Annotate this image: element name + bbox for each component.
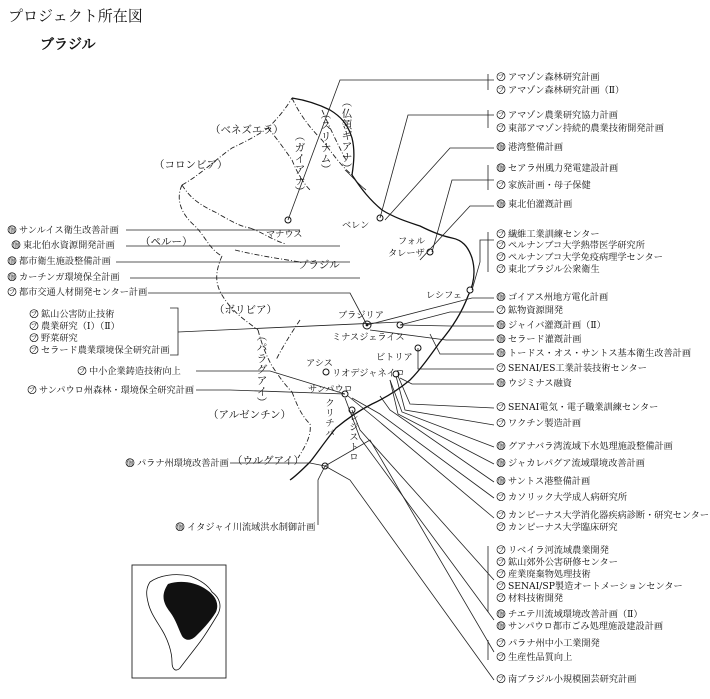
project-type-mark: プ <box>497 73 505 81</box>
left-project-item <box>176 521 315 533</box>
label-guyana <box>293 131 306 197</box>
right-project-item <box>497 521 618 533</box>
right-project-item <box>497 556 618 568</box>
svg-text:ロ: ロ <box>349 452 359 463</box>
right-project-item <box>497 109 618 121</box>
project-name: 生産性品質向上 <box>508 652 573 663</box>
svg-text:ガ: ガ <box>294 142 306 154</box>
label-fortaleza-2: タレーザ <box>388 248 425 259</box>
project-type-mark: 個 <box>497 164 505 172</box>
page-title: プロジェクト所在図 <box>8 7 143 25</box>
city-dot-assis <box>323 369 329 375</box>
right-project-item <box>497 401 658 413</box>
project-type-mark: プ <box>497 582 505 590</box>
svg-text:グ: グ <box>256 364 268 376</box>
project-type-mark: 個 <box>497 321 505 329</box>
project-name: アマゾン森林研究計画（Ⅱ） <box>508 85 625 96</box>
label-rio: リオデジャネイロ <box>332 368 405 379</box>
right-project-item <box>497 509 709 521</box>
project-type-mark: 個 <box>497 200 505 208</box>
left-project-item <box>8 255 111 267</box>
project-type-mark: プ <box>497 639 505 647</box>
project-type-mark: プ <box>497 546 505 554</box>
project-name: 東部アマゾン持続的農業技術開発計画 <box>508 123 664 134</box>
right-project-item <box>497 291 608 303</box>
project-name: イタジャイ川流域洪水制御計画 <box>187 522 316 533</box>
project-name: セラード農業環境保全研究計画 <box>41 345 170 356</box>
left-project-item <box>78 365 181 377</box>
label-belem: ベレン <box>342 220 370 231</box>
project-name: ペルナンブコ大学免疫病理学センター <box>508 252 663 263</box>
svg-text:ト: ト <box>349 442 359 453</box>
label-suriname <box>319 109 331 175</box>
right-project-item <box>497 673 636 685</box>
project-name: 港湾整備計画 <box>508 142 564 153</box>
project-type-mark: 個 <box>12 241 20 249</box>
project-name: アマゾン森林研究計画 <box>508 72 600 83</box>
right-project-list <box>497 71 709 685</box>
project-name: 南ブラジル小規模園芸研究計画 <box>508 674 637 685</box>
right-project-item <box>497 377 573 389</box>
svg-text:ジ: ジ <box>349 422 359 433</box>
left-group-project-item <box>30 320 120 332</box>
project-type-mark: プ <box>497 419 505 427</box>
project-type-mark: プ <box>497 511 505 519</box>
svg-text:イ: イ <box>294 153 306 165</box>
project-type-mark: プ <box>497 86 505 94</box>
right-project-item <box>497 544 609 556</box>
project-name: 鉱山公害防止技術 <box>41 309 115 320</box>
project-name: カンピーナス大学消化器疾病診断・研究センター <box>508 510 710 521</box>
right-project-item <box>497 304 563 316</box>
project-type-mark: プ <box>497 111 505 119</box>
label-fortaleza-1: フォル <box>398 236 426 247</box>
project-name: ペルナンブコ大学熱帯医学研究所 <box>508 240 645 251</box>
project-type-mark: 個 <box>497 459 505 467</box>
project-name: サントス港整備計画 <box>508 476 591 487</box>
project-name: 都市交通人材開発センター計画 <box>19 287 148 298</box>
right-project-item <box>497 475 590 487</box>
project-type-mark: プ <box>497 306 505 314</box>
project-type-mark: 個 <box>497 293 505 301</box>
label-minas: ミナスジェライス <box>332 332 405 343</box>
project-type-mark: プ <box>497 403 505 411</box>
label-vitoria: ビトリア <box>376 352 413 363</box>
label-uruguay: （ウルグアイ） <box>232 455 305 467</box>
project-type-mark: プ <box>497 653 505 661</box>
right-project-item <box>497 319 606 331</box>
svg-text:リ: リ <box>320 131 332 143</box>
right-project-item <box>497 592 563 604</box>
right-project-item <box>497 440 673 452</box>
project-name: リベイラ河流域農業開発 <box>508 545 609 556</box>
svg-text:（: （ <box>340 96 352 108</box>
svg-text:パ: パ <box>256 342 268 354</box>
right-project-item <box>497 228 600 240</box>
right-project-item <box>497 491 627 503</box>
svg-text:イ: イ <box>256 386 268 398</box>
project-name: 鉱山郊外公害研修センター <box>508 557 618 568</box>
right-project-item <box>497 251 663 263</box>
left-project-list <box>8 224 315 533</box>
project-type-mark: プ <box>30 310 38 318</box>
project-name: 東北ブラジル公衆衛生 <box>508 264 600 275</box>
project-type-mark: 個 <box>126 459 134 467</box>
project-type-mark: 個 <box>8 226 16 234</box>
project-type-mark: 個 <box>497 379 505 387</box>
right-project-item <box>497 637 600 649</box>
project-name: ワクチン製造計画 <box>508 418 582 429</box>
svg-text:ナ: ナ <box>341 152 353 164</box>
right-project-item <box>497 457 645 469</box>
project-name: 中小企業鋳造技術向上 <box>89 366 181 377</box>
project-name: 都市衛生施設整備計画 <box>19 256 111 267</box>
left-project-item <box>8 286 147 298</box>
svg-text:ム: ム <box>320 153 332 165</box>
project-type-mark: プ <box>497 241 505 249</box>
svg-text:ア: ア <box>341 141 353 153</box>
project-type-mark: プ <box>497 364 505 372</box>
label-argentina: （アルゼンチン） <box>208 409 292 421</box>
left-project-item <box>8 271 120 283</box>
label-registro <box>349 412 358 463</box>
svg-text:ア: ア <box>256 375 268 387</box>
label-peru: （ペルー） <box>140 236 193 248</box>
left-group-project-item <box>30 332 78 344</box>
label-french-guiana <box>340 97 353 174</box>
svg-text:バ: バ <box>325 428 335 439</box>
svg-text:）: ） <box>293 185 305 197</box>
project-type-mark: プ <box>497 594 505 602</box>
inset-map <box>132 565 226 678</box>
svg-text:）: ） <box>255 396 267 408</box>
project-name: 東北伯灌漑計画 <box>508 199 573 210</box>
project-name: ジャイバ灌漑計画（Ⅱ） <box>508 320 606 331</box>
right-project-item <box>497 580 683 592</box>
svg-text:ア: ア <box>294 164 306 176</box>
label-manaus: マナウス <box>266 229 303 240</box>
project-type-mark: プ <box>497 265 505 273</box>
svg-text:ナ: ナ <box>320 142 332 154</box>
project-type-mark: 個 <box>497 610 505 618</box>
svg-text:領: 領 <box>341 119 353 131</box>
svg-text:）: ） <box>340 162 352 174</box>
project-name: セラード灌漑計画 <box>508 334 582 345</box>
project-name: サンパウロ州森林・環境保全研究計画 <box>39 385 195 396</box>
label-paraguay <box>255 331 268 408</box>
left-project-item <box>28 384 194 396</box>
label-brasilia: ブラジリア <box>338 310 384 321</box>
project-type-mark: プ <box>78 367 86 375</box>
project-type-mark: プ <box>8 288 16 296</box>
right-project-item <box>497 122 664 134</box>
right-project-item <box>497 141 563 153</box>
label-venezuela: （ベネズエラ） <box>210 124 284 136</box>
left-group-project-item <box>30 308 115 320</box>
project-name: カンピーナス大学臨床研究 <box>508 522 618 533</box>
project-name: アマゾン農業研究協力計画 <box>508 110 618 121</box>
project-name: トードス・オス・サントス基本衛生改善計画 <box>508 348 692 359</box>
right-project-item <box>497 84 624 96</box>
right-project-item <box>497 608 643 620</box>
project-type-mark: プ <box>497 675 505 683</box>
project-type-mark: プ <box>497 493 505 501</box>
right-project-item <box>497 362 647 374</box>
right-project-item <box>497 347 691 359</box>
label-recife: レシフェ <box>426 290 463 301</box>
project-name: 鉱物資源開発 <box>508 305 564 316</box>
project-type-mark: 個 <box>497 349 505 357</box>
svg-text:）: ） <box>319 163 331 175</box>
project-type-mark: プ <box>497 570 505 578</box>
project-name: パラナ州中小工業開発 <box>508 638 600 649</box>
project-name: 材料技術開発 <box>508 593 564 604</box>
project-name: サンルイス衛生改善計画 <box>19 225 119 236</box>
project-name: 東北伯水資源開発計画 <box>23 240 115 251</box>
right-project-item <box>497 568 591 580</box>
project-type-mark: 個 <box>497 477 505 485</box>
project-name: グアナバラ湾流域下水処理施設整備計画 <box>508 441 673 452</box>
right-project-item <box>497 162 618 174</box>
right-project-item <box>497 179 591 191</box>
svg-text:ス: ス <box>320 120 332 132</box>
project-type-mark: プ <box>497 181 505 189</box>
right-project-item <box>497 71 600 83</box>
project-name: SENAI電気・電子職業訓練センター <box>508 402 659 413</box>
svg-text:ク: ク <box>325 398 335 409</box>
svg-text:ナ: ナ <box>294 175 306 187</box>
project-type-mark: プ <box>497 124 505 132</box>
project-type-mark: プ <box>30 322 38 330</box>
project-type-mark: プ <box>497 253 505 261</box>
project-type-mark: 個 <box>497 622 505 630</box>
project-type-mark: 個 <box>497 143 505 151</box>
svg-text:ギ: ギ <box>341 130 353 142</box>
project-type-mark: 個 <box>176 523 184 531</box>
project-type-mark: プ <box>497 523 505 531</box>
project-name: カーチンガ環境保全計画 <box>19 272 120 283</box>
project-name: 野菜研究 <box>41 333 78 344</box>
project-type-mark: 個 <box>8 257 16 265</box>
svg-text:（: （ <box>255 330 267 342</box>
svg-text:リ: リ <box>325 408 335 419</box>
project-name: 農業研究（Ⅰ）（Ⅱ） <box>41 321 120 332</box>
project-type-mark: プ <box>28 386 36 394</box>
project-type-mark: プ <box>30 334 38 342</box>
page-subtitle: ブラジル <box>40 37 96 53</box>
project-name: ウジミナス融資 <box>508 378 572 389</box>
right-project-item <box>497 620 663 632</box>
project-name: SENAI/SP製造オートメーションセンター <box>508 581 683 592</box>
project-name: ジャカレパグア流域環境改善計画 <box>508 458 645 469</box>
project-type-mark: プ <box>497 230 505 238</box>
project-name: パラナ州環境改善計画 <box>137 458 229 469</box>
project-name: 家族計画・母子保健 <box>508 180 591 191</box>
svg-text:（: （ <box>293 130 305 142</box>
left-project-item <box>8 224 119 236</box>
project-name: ゴイアス州地方電化計画 <box>508 292 609 303</box>
label-saopaulo: サンパウロ <box>308 384 353 395</box>
project-type-mark: プ <box>497 558 505 566</box>
project-name: サンパウロ都市ごみ処理施設建設計画 <box>508 621 664 632</box>
right-project-item <box>497 651 572 663</box>
project-type-mark: 個 <box>497 442 505 450</box>
project-name: チエテ川流域環境改善計画（Ⅱ） <box>508 609 643 620</box>
project-name: カソリック大学成人病研究所 <box>508 492 628 503</box>
label-brazil: ブラジル <box>298 259 340 271</box>
svg-text:ス: ス <box>349 432 359 443</box>
left-group-project-item <box>30 344 170 356</box>
right-project-item <box>497 333 582 345</box>
left-project-item <box>12 239 115 251</box>
label-bolivia: （ボリビア） <box>214 304 277 316</box>
svg-text:チ: チ <box>325 418 335 429</box>
right-project-item <box>497 263 600 275</box>
project-name: 繊維工業訓練センター <box>508 229 600 240</box>
right-project-item <box>497 198 572 210</box>
project-name: 産業廃棄物処理技術 <box>508 569 591 580</box>
svg-text:レ: レ <box>349 412 359 423</box>
left-project-item <box>126 457 229 469</box>
project-name: SENAI/ES工業計装技術センター <box>508 363 647 374</box>
country-labels <box>140 124 340 467</box>
label-curitiba <box>325 398 334 439</box>
right-project-item <box>497 417 581 429</box>
project-type-mark: プ <box>30 346 38 354</box>
right-project-item <box>497 239 645 251</box>
label-colombia: （コロンビア） <box>154 159 228 171</box>
project-name: セアラ州風力発電建設計画 <box>508 163 619 174</box>
label-assis: アシス <box>306 358 333 369</box>
svg-text:仏: 仏 <box>341 108 353 120</box>
project-type-mark: 個 <box>497 335 505 343</box>
svg-text:（: （ <box>319 108 331 120</box>
project-type-mark: 個 <box>8 273 16 281</box>
svg-text:ラ: ラ <box>256 353 268 365</box>
